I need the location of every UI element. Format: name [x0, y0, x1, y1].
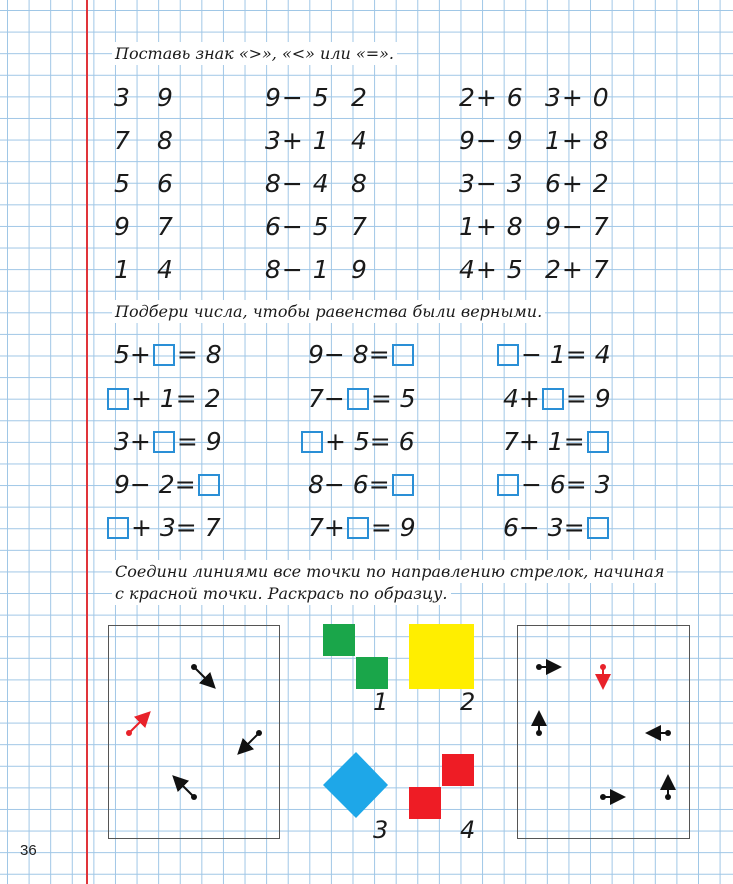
equation: 7− = 5 — [308, 384, 416, 413]
compare-right: 4 — [351, 126, 368, 155]
equation: − 1= 4 — [495, 340, 611, 370]
compare-left: 1 — [114, 255, 131, 284]
compare-right: 8 — [157, 126, 174, 155]
equation: − 6= 3 — [495, 470, 611, 500]
connect-instruction-line2: с красной точки. Раскрась по образцу. — [112, 582, 451, 605]
sample-number-3: 3 — [373, 816, 389, 844]
equation: 5+ = 8 — [114, 340, 222, 369]
compare-left: 5 — [114, 169, 131, 198]
equation: 9− 8= — [308, 340, 416, 370]
compare-left: 2+ 6 — [459, 83, 524, 112]
compare-right: 2 — [351, 83, 368, 112]
equation: 7+ = 9 — [308, 513, 416, 542]
sample-blue-diamond — [323, 752, 388, 818]
dot-arrow — [175, 778, 197, 800]
sample-number-4: 4 — [460, 816, 476, 844]
compare-right: 6+ 2 — [545, 169, 610, 198]
compare-right: 7 — [157, 212, 174, 241]
compare-right: 9 — [157, 83, 174, 112]
compare-left: 9 — [114, 212, 131, 241]
sample-yellow-square — [409, 624, 474, 689]
dot-arrow — [649, 730, 671, 736]
compare-right: 9− 7 — [545, 212, 610, 241]
fill-instruction: Подбери числа, чтобы равенства были верными. — [112, 300, 545, 323]
compare-left: 9− 5 — [265, 83, 330, 112]
connect-instruction-line1: Соедини линиями все точки по направлению стрелок, начиная — [112, 560, 667, 583]
compare-left: 3+ 1 — [265, 126, 330, 155]
compare-right: 7 — [351, 212, 368, 241]
compare-left: 8− 1 — [265, 255, 330, 284]
compare-left: 6− 5 — [265, 212, 330, 241]
compare-left: 8− 4 — [265, 169, 330, 198]
dot-arrow — [536, 714, 542, 736]
compare-right: 8 — [351, 169, 368, 198]
equation: 3+ = 9 — [114, 427, 222, 456]
compare-left: 7 — [114, 126, 131, 155]
sample-number-2: 2 — [460, 688, 476, 716]
compare-right: 1+ 8 — [545, 126, 610, 155]
dot-arrow — [665, 778, 671, 800]
compare-instruction: Поставь знак «>», «<» или «=». — [112, 42, 397, 65]
sample-number-1: 1 — [373, 688, 389, 716]
compare-left: 3− 3 — [459, 169, 524, 198]
compare-left: 9− 9 — [459, 126, 524, 155]
equation: 8− 6= — [308, 470, 416, 500]
equation: 9− 2= — [114, 470, 222, 500]
dot-arrow — [536, 664, 558, 670]
compare-right: 9 — [351, 255, 368, 284]
compare-left: 1+ 8 — [459, 212, 524, 241]
dot-arrow — [191, 664, 213, 686]
equation: + 5= 6 — [299, 427, 415, 457]
sample-red-square — [442, 754, 474, 786]
compare-right: 2+ 7 — [545, 255, 610, 284]
sample-green-square — [323, 624, 355, 656]
sample-red-square — [409, 787, 441, 819]
equation: 6− 3= — [503, 513, 611, 543]
equation: 7+ 1= — [503, 427, 611, 457]
equation: + 3= 7 — [105, 513, 221, 543]
compare-right: 4 — [157, 255, 174, 284]
compare-right: 6 — [157, 169, 174, 198]
compare-left: 3 — [114, 83, 131, 112]
sample-green-square — [356, 657, 388, 689]
compare-left: 4+ 5 — [459, 255, 524, 284]
page-number: 36 — [20, 842, 37, 859]
dot-arrow — [600, 794, 622, 800]
red-start-arrow — [126, 714, 148, 736]
compare-right: 3+ 0 — [545, 83, 610, 112]
equation: 4+ = 9 — [503, 384, 611, 413]
red-start-arrow — [600, 664, 606, 686]
equation: + 1= 2 — [105, 384, 221, 414]
dot-arrow — [240, 730, 262, 752]
